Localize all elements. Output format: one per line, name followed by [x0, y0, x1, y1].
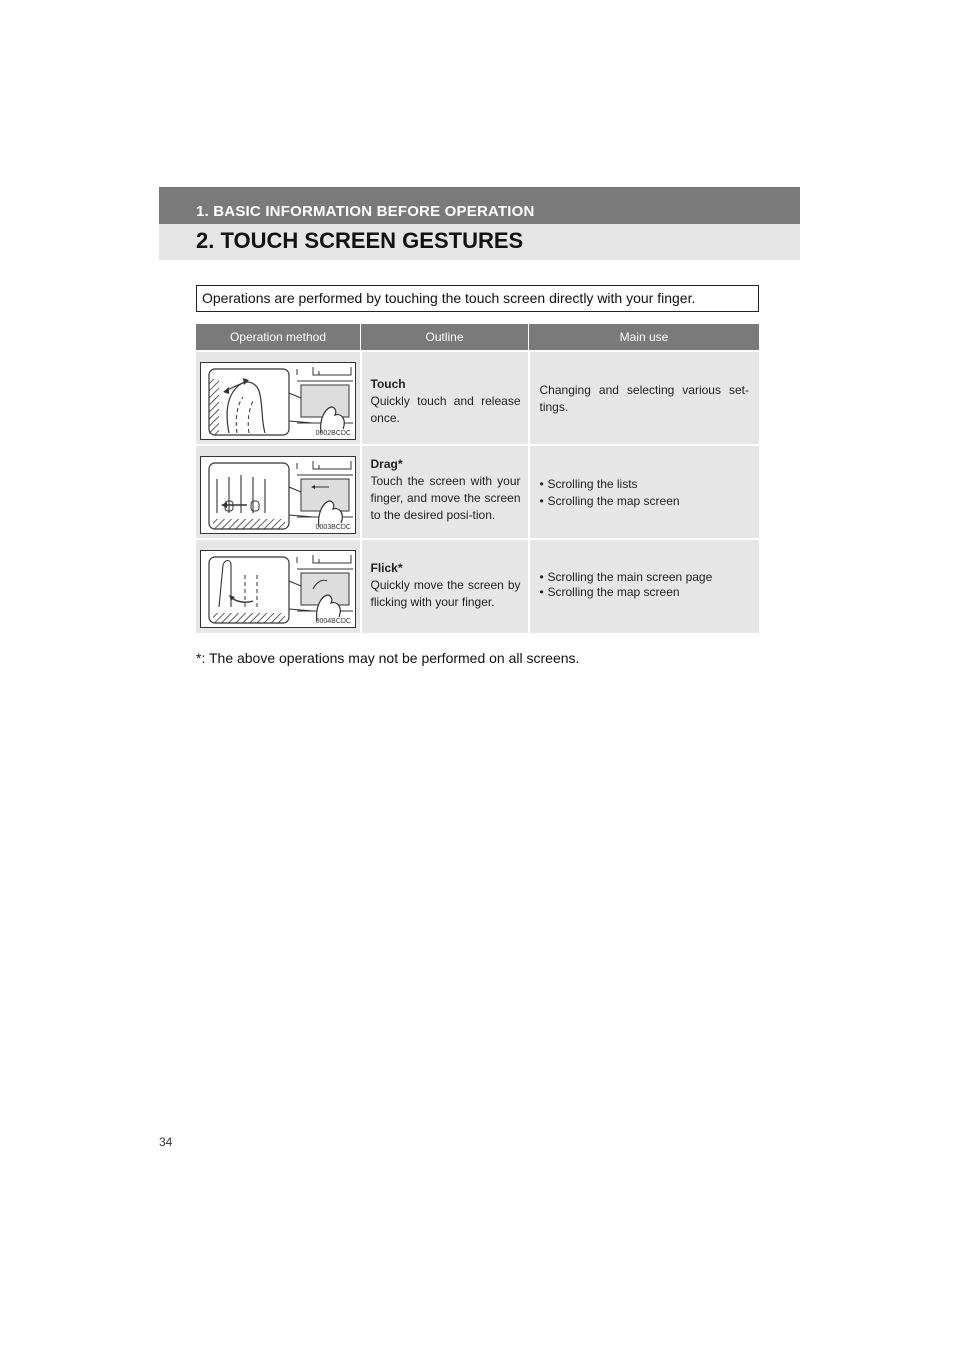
table-header-row	[196, 324, 759, 351]
list-item: • Scrolling the lists	[540, 476, 750, 493]
gesture-name: Drag*	[370, 457, 403, 471]
touch-gesture-illustration	[200, 362, 356, 440]
column-header-outline: Outline	[361, 324, 529, 351]
title-bar	[159, 224, 800, 260]
outline-cell	[361, 539, 529, 633]
gesture-description: Touch the screen with your finger, and move the screen to the desired posi-tion.	[370, 474, 521, 522]
list-item: • Scrolling the map screen	[540, 493, 750, 510]
outline-cell	[361, 445, 529, 539]
table-row-flick	[196, 539, 759, 633]
footnote: *: The above operations may not be performed on all screens.	[196, 650, 580, 666]
section-header-bar	[159, 187, 800, 224]
page-number: 34	[159, 1135, 173, 1149]
list-item: • Scrolling the main screen page	[540, 570, 750, 585]
column-header-method: Operation method	[196, 324, 361, 351]
gesture-name: Flick*	[370, 561, 403, 575]
column-header-main-use: Main use	[529, 324, 760, 351]
main-use-list	[540, 476, 750, 510]
main-use-cell	[529, 351, 760, 445]
table-row-touch	[196, 351, 759, 445]
operations-table	[196, 324, 759, 633]
flick-gesture-illustration	[200, 550, 356, 628]
intro-box: Operations are performed by touching the touch screen directly with your finger.	[196, 285, 759, 312]
gesture-name: Touch	[370, 377, 406, 391]
list-item: • Scrolling the map screen	[540, 585, 750, 600]
main-use-cell	[529, 539, 760, 633]
main-use-list	[540, 570, 750, 600]
illustration-code: 0002BCDC	[315, 430, 351, 437]
main-use-cell	[529, 445, 760, 539]
method-cell	[196, 445, 361, 539]
gesture-description: Quickly touch and release once.	[370, 394, 521, 425]
drag-gesture-illustration	[200, 456, 356, 534]
gesture-description: Quickly move the screen by flicking with your finger.	[370, 578, 521, 609]
section-heading: 1. BASIC INFORMATION BEFORE OPERATION	[196, 203, 535, 220]
illustration-code: 0004BCDC	[315, 618, 351, 625]
table-row-drag	[196, 445, 759, 539]
method-cell	[196, 351, 361, 445]
page-title: 2. TOUCH SCREEN GESTURES	[196, 228, 524, 253]
illustration-code: 0003BCDC	[315, 524, 351, 531]
outline-cell	[361, 351, 529, 445]
main-use-text: Changing and selecting various set-tings.	[539, 383, 749, 414]
method-cell	[196, 539, 361, 633]
